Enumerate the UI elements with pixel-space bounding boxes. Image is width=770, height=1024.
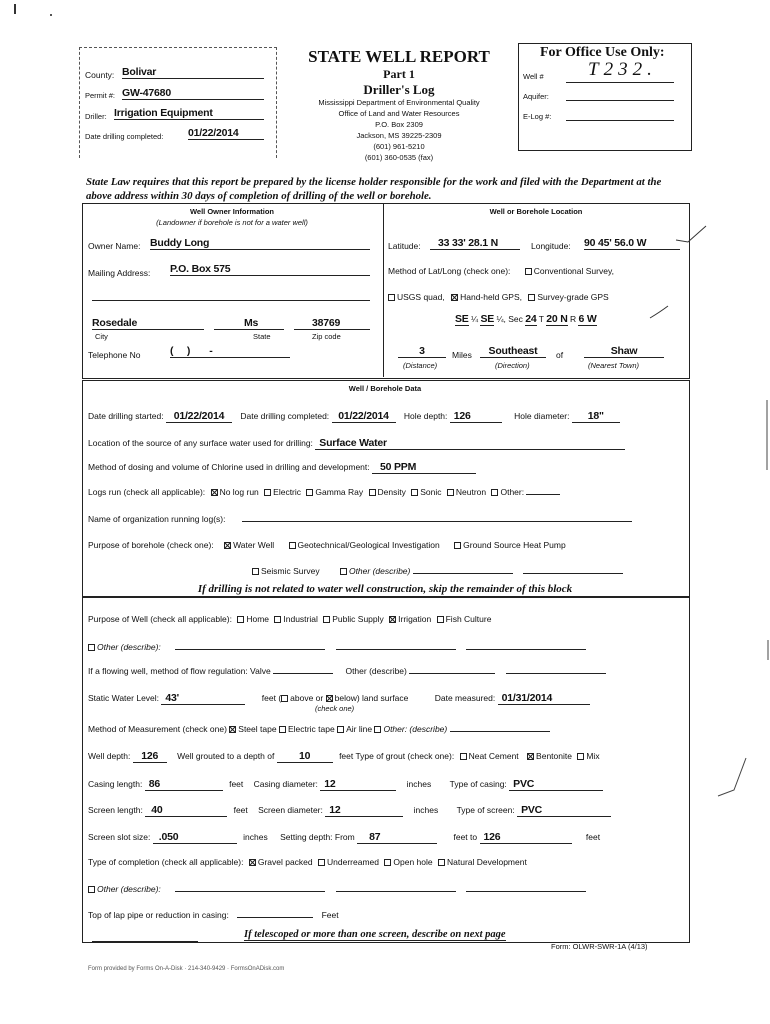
borehole-purpose-label: Purpose of borehole (check one): [88,540,214,550]
water-well-checkbox[interactable] [224,542,231,549]
electric-tape-checkbox[interactable] [279,726,286,733]
flowing-other-line [409,673,495,674]
latitude-label: Latitude: [388,241,421,251]
owner-name-label: Owner Name: [88,241,141,251]
quarter-1-value: SE [455,313,469,325]
heat-pump-label: Ground Source Heat Pump [463,540,566,550]
slot-size-label: Screen slot size: [88,832,151,842]
report-subtitle: Driller's Log [363,82,435,97]
below-surface-label: below) land surface [334,693,409,703]
home-label: Home [246,614,270,624]
latitude-value: 33 33' 28.1 N [430,237,520,250]
survey-grade-gps-label: Survey-grade GPS [537,292,609,302]
nearest-town-value: Shaw [584,345,664,358]
distance-value: 3 [398,345,446,358]
industrial-checkbox[interactable] [274,616,281,623]
casing-type-label: Type of casing: [449,779,507,789]
other-measurement-line [450,731,550,732]
well-purpose-label: Purpose of Well (check all applicable): [88,614,232,624]
electric-log-label: Electric [273,487,302,497]
miles-label: Miles [452,350,472,360]
fish-culture-label: Fish Culture [445,614,492,624]
well-depth-label: Well depth: [88,751,131,761]
nearest-town-label: (Nearest Town) [588,361,639,370]
longitude-label: Longitude: [531,241,571,251]
other-purpose-label: Other (describe) [348,566,411,576]
neat-cement-label: Neat Cement [468,751,519,761]
township-label: T [538,314,544,324]
casing-type-value: PVC [509,778,603,791]
geotechnical-label: Geotechnical/Geological Investigation [297,540,440,550]
driller-value: Irrigation Equipment [114,107,264,120]
flowing-other-label: Other (describe) [345,666,407,676]
grouted-depth-label: Well grouted to a depth of [177,751,275,761]
density-label: Density [377,487,406,497]
lap-pipe-label: Top of lap pipe or reduction in casing: [88,910,229,920]
permit-value: GW-47680 [122,87,264,100]
office-well-label: Well # [523,72,544,81]
bentonite-checkbox[interactable] [527,753,534,760]
heat-pump-checkbox[interactable] [454,542,461,549]
seismic-survey-checkbox[interactable] [252,568,259,575]
well-other-checkbox[interactable] [88,644,95,651]
owner-section-note: (Landowner if borehole is not for a water well) [156,218,308,227]
range-value: 6 W [578,313,597,325]
of-label: of [556,350,564,360]
screen-diameter-value: 12 [325,804,403,817]
grouted-depth-value: 10 [277,750,333,763]
setting-to-value: 126 [480,831,572,844]
casing-diameter-inches: inches [406,779,432,789]
logs-run-row [88,487,560,497]
screen-row [88,804,611,817]
usgs-quad-label: USGS quad, [397,292,445,302]
natural-development-label: Natural Development [446,857,527,867]
setting-from-value: 87 [357,831,437,844]
office-well-value: T232. [588,59,657,80]
log-organization-label: Name of organization running log(s): [88,514,226,524]
other-purpose-line [413,573,513,574]
irrigation-label: Irrigation [398,614,432,624]
well-other-line-1 [175,649,325,650]
mailing-value: P.O. Box 575 [170,263,370,276]
fish-culture-checkbox[interactable] [437,616,444,623]
permit-label: Permit #: [85,91,116,100]
setting-depth-label: Setting depth: From [280,832,355,842]
skip-note: If drilling is not related to water well construction, skip the remainder of this block [197,583,573,595]
phone-line: (601) 961-5210 [373,142,425,151]
natural-development-checkbox[interactable] [438,859,445,866]
footer-credit: Form provided by Forms On-A-Disk · 214-340-9429 · FormsOnADisk.com [88,966,285,972]
public-supply-checkbox[interactable] [323,616,330,623]
screen-diameter-inches: inches [413,805,439,815]
borehole-section-title: Well / Borehole Data [348,384,422,393]
irrigation-checkbox[interactable] [389,616,396,623]
date-measured-value: 01/31/2014 [498,692,590,705]
county-label: County: [85,70,115,80]
slot-size-inches: inches [243,832,268,842]
date-measured-label: Date measured: [434,693,496,703]
city-value: Rosedale [92,317,204,330]
date-started-value: 01/22/2014 [166,410,232,423]
hole-depth-label: Hole depth: [403,411,448,421]
casing-diameter-label: Casing diameter: [253,779,318,789]
electric-tape-label: Electric tape [287,724,335,734]
range-label: R [569,314,577,324]
flowing-other-line-2 [506,673,606,674]
screen-type-value: PVC [517,804,611,817]
township-value: 20 N [546,313,568,325]
valve-line [273,673,333,674]
state-label: State [253,332,271,341]
lap-pipe-row [88,910,339,920]
city-line: Jackson, MS 39225-2309 [356,131,442,140]
report-title: STATE WELL REPORT [308,47,490,66]
owner-section-title: Well Owner Information [189,207,275,216]
measurement-method-label: Method of Measurement (check one) [88,724,227,734]
underreamed-label: Underreamed [327,857,379,867]
direction-value: Southeast [480,345,546,358]
air-line-label: Air line [346,724,373,734]
casing-row [88,778,603,791]
electric-log-checkbox[interactable] [264,489,271,496]
location-section-title: Well or Borehole Location [489,207,583,216]
setting-feet: feet [585,832,601,842]
mix-label: Mix [586,751,600,761]
slot-setting-row [88,831,600,844]
sonic-checkbox[interactable] [411,489,418,496]
completion-type-label: Type of completion (check all applicable): [88,857,244,867]
section-value: 24 [525,313,537,325]
telephone-label: Telephone No [88,350,141,360]
grout-type-label: feet Type of grout (check one): [339,751,455,761]
driller-label: Driller: [85,112,107,121]
longitude-value: 90 45' 56.0 W [584,237,680,250]
seismic-row [252,566,623,576]
mailing-label: Mailing Address: [88,268,151,278]
neutron-checkbox[interactable] [447,489,454,496]
report-part: Part 1 [383,67,415,81]
well-depth-value: 126 [133,750,167,763]
date-completed-label: Date drilling completed: [85,132,164,141]
other-measurement-label: Other: (describe) [383,724,448,734]
casing-diameter-value: 12 [320,778,396,791]
water-well-label: Water Well [233,540,275,550]
neutron-label: Neutron [455,487,487,497]
chlorine-value: 50 PPM [372,461,476,474]
air-line-checkbox[interactable] [337,726,344,733]
well-other-label: Other (describe): [97,642,161,652]
gravel-packed-checkbox[interactable] [249,859,256,866]
static-feet-label: feet ( [261,693,282,703]
other-purpose-line-2 [523,573,623,574]
pen-check-mark [676,226,706,242]
screen-length-label: Screen length: [88,805,143,815]
date-completed-value-2: 01/22/2014 [332,410,396,423]
sonic-label: Sonic [420,487,442,497]
industrial-label: Industrial [283,614,318,624]
hole-diameter-label: Hole diameter: [514,411,570,421]
telescoped-note: If telescoped or more than one screen, describe on next page [244,929,506,940]
office-use-title: For Office Use Only: [540,45,665,60]
owner-name-value: Buddy Long [150,237,370,250]
city-label: City [95,332,108,341]
margin-mark [718,758,746,796]
chlorine-label: Method of dosing and volume of Chlorine used in drilling and development: [88,462,370,472]
steel-tape-label: Steel tape [238,724,277,734]
date-started-label: Date drilling started: [88,411,164,421]
flowing-well-row [88,666,606,676]
well-depth-row [88,750,600,763]
chlorine-row [88,461,476,474]
public-supply-label: Public Supply [332,614,384,624]
screen-length-feet: feet [233,805,248,815]
slot-size-value: .050 [153,831,237,844]
telephone-value: ( ) - [170,345,290,358]
other-purpose-checkbox[interactable] [340,568,347,575]
handheld-gps-label: Hand-held GPS, [460,292,523,302]
conventional-survey-label: Conventional Survey, [533,266,614,276]
office-name: Office of Land and Water Resources [338,109,460,118]
state-law-notice: State Law requires that this report be prepared by the license holder responsible for the work and filed with the Department at the above address within 30 days of completion of drilling of the well or borehole. [86,176,662,202]
direction-label: (Direction) [495,361,530,370]
completion-other-label: Other (describe): [97,884,161,894]
quarter-2-value: SE [480,313,495,325]
density-checkbox[interactable] [369,489,376,496]
date-completed-label-2: Date drilling completed: [240,411,330,421]
bottom-left-line [92,941,198,942]
flowing-well-label: If a flowing well, method of flow regulation: Valve [88,666,271,676]
underreamed-checkbox[interactable] [318,859,325,866]
drilling-dates-row [88,410,620,423]
po-box: P.O. Box 2309 [375,120,423,129]
steel-tape-checkbox[interactable] [229,726,236,733]
setting-to-label: feet to [453,832,478,842]
completion-other-row [88,884,586,894]
surface-water-label: Location of the source of any surface water used for drilling: [88,438,313,448]
home-checkbox[interactable] [237,616,244,623]
pen-tick-mark [650,306,668,318]
lap-pipe-line [237,917,313,918]
casing-length-label: Casing length: [88,779,143,789]
quarter-1-label: ¼ [470,314,479,324]
lap-pipe-feet: Feet [321,910,339,920]
borehole-purpose-row [88,540,566,550]
other-log-checkbox[interactable] [491,489,498,496]
screen-length-value: 40 [145,804,227,817]
agency-name: Mississippi Department of Environmental Quality [318,98,480,107]
completion-other-line-2 [336,891,456,892]
measurement-method-row [88,724,550,734]
no-log-run-checkbox[interactable] [211,489,218,496]
bentonite-label: Bentonite [536,751,572,761]
completion-other-line-1 [175,891,325,892]
below-surface-checkbox[interactable] [326,695,333,702]
mix-checkbox[interactable] [577,753,584,760]
form-number: Form: OLWR-SWR-1A (4/13) [551,942,648,951]
screen-diameter-label: Screen diameter: [258,805,323,815]
well-purpose-row [88,614,491,624]
hole-diameter-value: 18" [572,410,620,423]
well-other-line-2 [336,649,456,650]
well-other-purpose-row [88,642,586,652]
above-surface-checkbox[interactable] [281,695,288,702]
county-value: Bolivar [122,66,264,79]
surface-water-row [88,437,625,450]
completion-other-checkbox[interactable] [88,886,95,893]
office-elog-label: E-Log #: [523,112,552,121]
latlong-method-label: Method of Lat/Long (check one): [388,266,511,276]
other-log-line [526,494,560,495]
geotechnical-checkbox[interactable] [289,542,296,549]
open-hole-label: Open hole [393,857,433,867]
gravel-packed-label: Gravel packed [257,857,313,867]
surface-water-value: Surface Water [315,437,625,450]
other-measurement-checkbox[interactable] [374,726,381,733]
zip-label: Zip code [312,332,341,341]
gamma-ray-checkbox[interactable] [306,489,313,496]
state-value: Ms [214,317,284,330]
logs-run-label: Logs run (check all applicable): [88,487,206,497]
quarter-2-label: ¼, Sec [496,314,523,324]
above-surface-label: above or [290,693,324,703]
seismic-survey-label: Seismic Survey [261,566,320,576]
completion-other-line-3 [466,891,586,892]
distance-label: (Distance) [403,361,438,370]
hole-depth-value: 126 [450,410,502,423]
no-log-run-label: No log run [219,487,259,497]
log-organization-line [242,521,632,522]
neat-cement-checkbox[interactable] [460,753,467,760]
static-water-label: Static Water Level: [88,693,160,703]
other-log-label: Other: [500,487,525,497]
completion-row [88,857,527,867]
screen-type-label: Type of screen: [456,805,515,815]
gamma-ray-label: Gamma Ray [315,487,364,497]
well-other-line-3 [466,649,586,650]
date-completed-value: 01/22/2014 [188,127,264,140]
office-aquifer-label: Aquifer: [523,92,549,101]
fax-line: (601) 360-0535 (fax) [364,153,434,162]
check-one-note: (check one) [315,704,355,713]
log-organization-row [88,514,632,524]
casing-length-feet: feet [229,779,244,789]
static-water-value: 43' [161,692,245,705]
zip-value: 38769 [294,317,370,330]
casing-length-value: 86 [145,778,223,791]
open-hole-checkbox[interactable] [384,859,391,866]
